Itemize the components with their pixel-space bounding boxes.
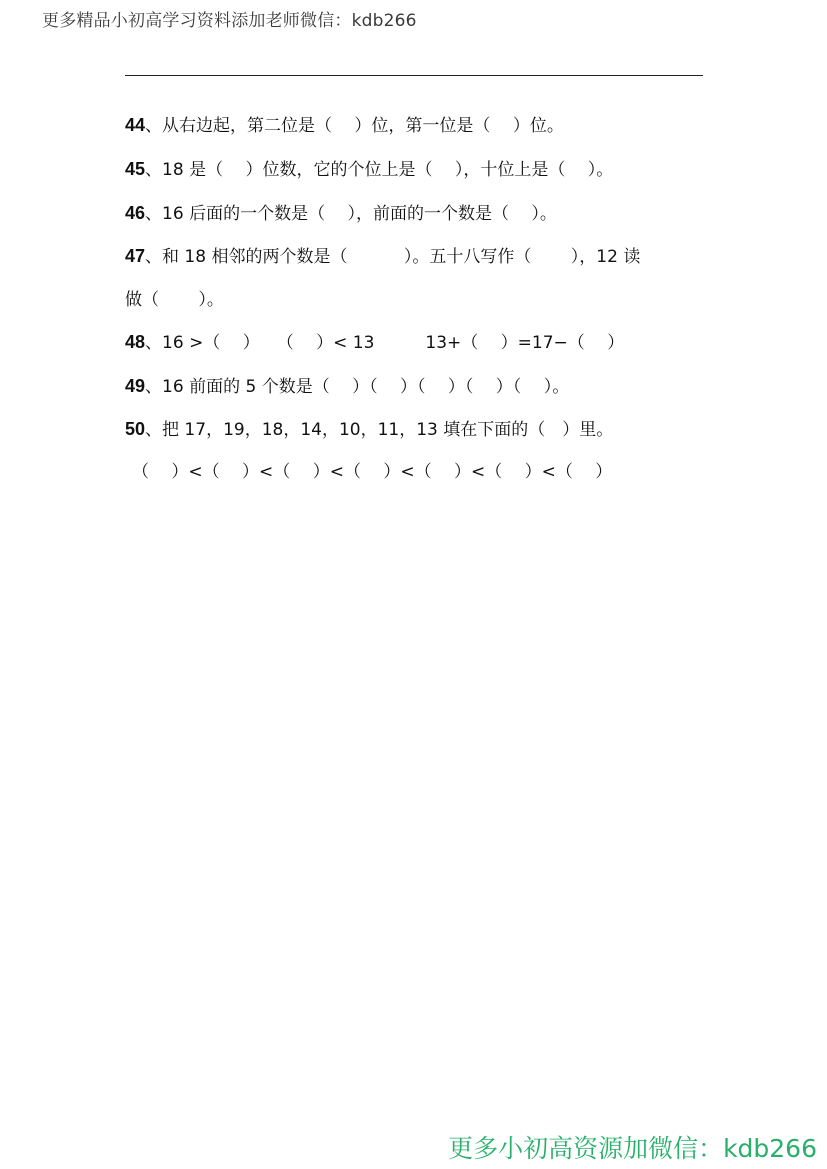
question-48 xyxy=(125,328,624,353)
question-number: 48 xyxy=(125,332,146,352)
question-text: 、16 >（ ） （ ）< 13 13+（ ）=17−（ ） xyxy=(145,333,625,353)
question-number: 45 xyxy=(125,159,146,179)
question-45 xyxy=(125,155,613,180)
question-text: 、16 后面的一个数是（ ），前面的一个数是（ ）。 xyxy=(145,204,557,224)
question-number: 50 xyxy=(125,419,146,439)
question-text: 、从右边起，第二位是（ ）位，第一位是（ ）位。 xyxy=(145,116,564,136)
header-rule xyxy=(125,75,703,76)
question-text: 、18 是（ ）位数，它的个位上是（ ），十位上是（ ）。 xyxy=(145,160,614,180)
question-44 xyxy=(125,111,564,136)
question-number: 47 xyxy=(125,246,146,266)
footer-promo-text: 更多小初高资源加微信：kdb266 xyxy=(448,1134,817,1163)
question-number: 46 xyxy=(125,203,146,223)
question-text: 、把 17，19，18，14，10，11，13 填在下面的（ ）里。 xyxy=(145,420,614,440)
question-49 xyxy=(125,372,569,397)
answer-blank-row xyxy=(132,457,612,482)
question-47-continued xyxy=(125,285,224,310)
header-promo-text: 更多精品小初高学习资料添加老师微信：kdb266 xyxy=(42,11,417,31)
question-text: 做（ ）。 xyxy=(125,290,224,310)
question-number: 44 xyxy=(125,115,146,135)
question-text: 、16 前面的 5 个数是（ ）（ ）（ ）（ ）（ ）。 xyxy=(145,377,570,397)
question-47 xyxy=(125,242,640,267)
answer-blank-text: （ ）<（ ）<（ ）<（ ）<（ ）<（ ）<（ ） xyxy=(132,462,613,482)
question-46 xyxy=(125,199,557,224)
question-number: 49 xyxy=(125,376,146,396)
question-text: 、和 18 相邻的两个数是（ ）。五十八写作（ ），12 读 xyxy=(145,247,641,267)
question-50 xyxy=(125,415,613,440)
